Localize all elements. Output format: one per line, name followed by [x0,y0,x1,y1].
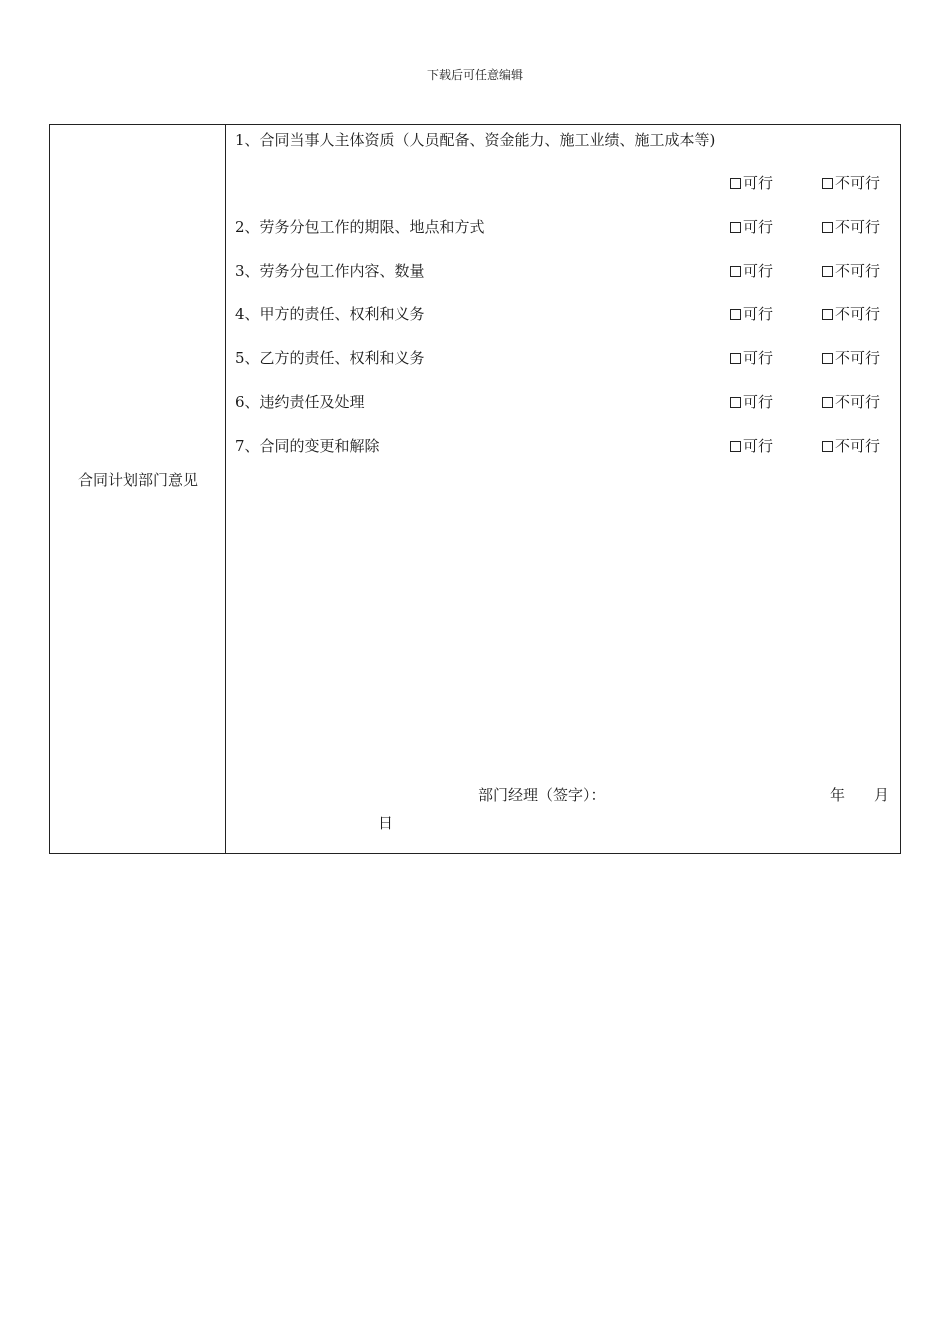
checkbox-icon [730,178,741,189]
not-feasible-checkbox[interactable] [822,391,880,413]
signature-month-label: 月 [874,786,890,804]
review-item-text: 5、乙方的责任、权利和义务 [235,349,425,367]
review-item-text: 2、劳务分包工作的期限、地点和方式 [235,218,485,236]
not-feasible-label: 不可行 [835,218,881,236]
review-item-1 [226,129,900,151]
feasible-checkbox[interactable] [730,435,773,457]
not-feasible-label: 不可行 [835,305,881,323]
checkbox-icon [822,178,833,189]
signature-day-label: 日 [378,814,394,832]
feasible-checkbox[interactable] [730,391,773,413]
feasible-checkbox[interactable] [730,260,773,282]
checkbox-icon [822,353,833,364]
feasible-checkbox[interactable] [730,172,773,194]
section-label-cell [50,125,226,853]
feasible-checkbox[interactable] [730,216,773,238]
review-item-text: 4、甲方的责任、权利和义务 [235,305,425,323]
review-item-text: 1、合同当事人主体资质（人员配备、资金能力、施工业绩、施工成本等) [235,131,716,149]
checkbox-icon [822,397,833,408]
review-item-text: 7、合同的变更和解除 [235,437,380,455]
checkbox-icon [730,441,741,452]
feasible-label: 可行 [743,437,774,455]
review-item-text: 3、劳务分包工作内容、数量 [235,262,425,280]
not-feasible-checkbox[interactable] [822,347,880,369]
review-item-2 [226,216,900,238]
review-item-6 [226,391,900,413]
review-form-table [49,124,901,854]
checkbox-icon [730,222,741,233]
review-item-3 [226,260,900,282]
section-label: 合同计划部门意见 [77,471,198,489]
checkbox-icon [822,222,833,233]
checkbox-icon [730,397,741,408]
feasible-label: 可行 [743,349,774,367]
checkbox-icon [822,441,833,452]
review-item-5 [226,347,900,369]
checkbox-icon [730,309,741,320]
checkbox-icon [730,266,741,277]
review-item-text: 6、违约责任及处理 [235,393,365,411]
review-item-7 [226,435,900,457]
not-feasible-label: 不可行 [835,349,881,367]
not-feasible-label: 不可行 [835,262,881,280]
opinion-cell [226,125,900,853]
manager-signature-label: 部门经理（签字）： [478,786,606,804]
not-feasible-label: 不可行 [835,437,881,455]
review-item-1-options [226,172,900,194]
not-feasible-checkbox[interactable] [822,172,880,194]
review-item-4 [226,303,900,325]
feasible-label: 可行 [743,218,774,236]
feasible-label: 可行 [743,262,774,280]
checkbox-icon [822,309,833,320]
not-feasible-checkbox[interactable] [822,435,880,457]
not-feasible-label: 不可行 [835,393,881,411]
checkbox-icon [822,266,833,277]
not-feasible-checkbox[interactable] [822,260,880,282]
checkbox-icon [730,353,741,364]
feasible-label: 可行 [743,174,774,192]
feasible-label: 可行 [743,393,774,411]
signature-year-label: 年 [830,786,846,804]
feasible-checkbox[interactable] [730,347,773,369]
not-feasible-checkbox[interactable] [822,303,880,325]
not-feasible-label: 不可行 [835,174,881,192]
feasible-label: 可行 [743,305,774,323]
not-feasible-checkbox[interactable] [822,216,880,238]
feasible-checkbox[interactable] [730,303,773,325]
page-header: 下载后可任意编辑 [426,68,523,82]
